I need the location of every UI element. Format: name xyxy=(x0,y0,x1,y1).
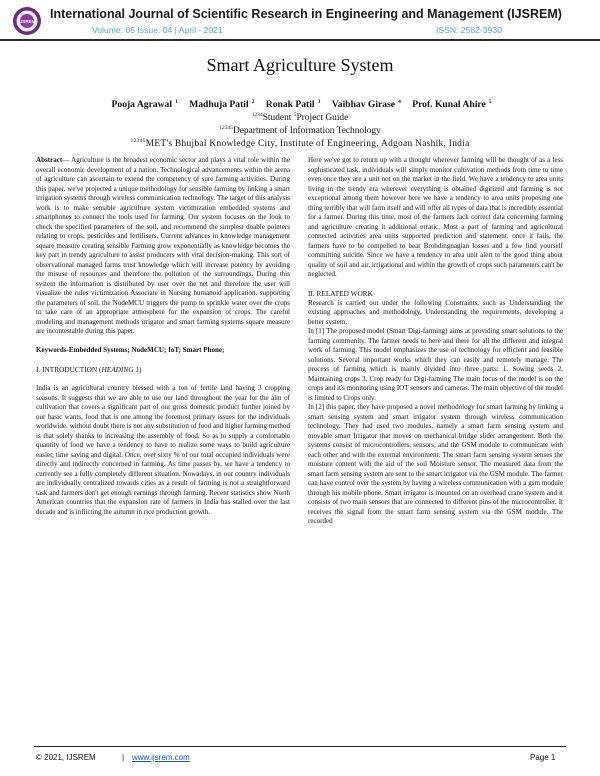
affiliation-department: $^{12345}$Department of Information Technology xyxy=(219,124,381,136)
author-list xyxy=(0,99,600,110)
journal-title: International Journal of Scientific Research in Engineering and Management (IJSREM) xyxy=(50,7,562,21)
volume-issue: Volume: 05 Issue: 04 | April - 2021 xyxy=(92,25,223,35)
left-column xyxy=(36,156,290,517)
right-column xyxy=(308,156,563,527)
intro-heading: I. INTRODUCTION (HEADING 1) xyxy=(36,365,142,374)
author: Pooja Agrawal $^1$ xyxy=(111,98,178,110)
affiliation-institute: $^{12345}$MET's Bhujbal Knowledge City, Institute of Engineering, Adgoan Nashik, India xyxy=(130,137,470,149)
logo-text: IJSREM xyxy=(18,19,36,24)
footer-rule xyxy=(34,746,566,747)
header-rule xyxy=(0,39,600,41)
paragraph: Here we've got to return up with a thought wherever farming will be thought of as a less sophisticated task. individuals will simply monitor cultivation methods from time to time even once they are a unit not on the market in the field. We have a tendency to area units living in the trendy era wherever everything is obtained digitized and farming is not exceptional among them however here we have a tendency to area units proposing one thing terribly that will farm itself and will offer all types of data that is incredibly essential for a farmer. During this time, most of the farmers lack correct data concerning farming and agriculture creating it additional erratic. Most a part of farming and agricultural connected activities area units supported prediction and statement. once it fails, the farmers have to be compelled to bear Brobdingnagian losses and a few find yourself committing suicide. Since we have a tendency to area unit alert to the good thing about quality of soil and air, irrigational and within the growth of crops such parameters can't be neglected. xyxy=(308,156,563,278)
affiliation-role: $^{1234}$Student $^5$Project Guide xyxy=(251,111,349,123)
keywords: Keywords-Embedded Systems; NodeMCU; IoT; Smart Phone; xyxy=(36,346,225,354)
paragraph: Research is carried out under the following Constraints, such as Understanding the existing approaches and methodology, Understanding the requirements, developing a better system. xyxy=(308,298,563,326)
related-work-heading: II. RELATED WORK xyxy=(308,289,373,298)
footer-separator: | xyxy=(122,753,125,762)
paragraph: In [1] The proposed model (Smart Digi-farming) aims at providing smart solutions to the farming community. The farmer needs to here and there for all the different and integral work of farming. This model emphasizes the use of technology for efficient and feasible solutions. Several important works which they can easily and remotely manage. The process of farming which is mainly divided into three parts: 1. Sowing seeds 2. Maintaining crops 3. Crop ready for Digi-farming The main focus of the model is on the crops and it's monitoring using IOT sensors and cameras. The main objective of the model is limited to Crops only. xyxy=(308,327,563,402)
page-number: Page 1 xyxy=(530,753,556,762)
paper-title: Smart Agriculture System xyxy=(206,55,394,75)
abstract: Abstract— Agriculture is the broadest economic sector and plays a vital role within the overall economic development of a nation. Technological advancements within the arena of agriculture can ascertain to extend the competency of sure farming activities. During this paper, we've projected a unique methodology for sensible farming by linking a smart irrigation systems through wireless communication technology. The target of this analysis work is to make sensible agriculture system victimization embedded systems and smartphones to connect the tools used for farming. Our system focuses on the look to check the specified parameters of the soil, and recommend the simplest doable pointers relating to crops, pesticides and fertilisers. Current advances in knowledge management square measure creating sensible Farming grow exponentially as knowledge becomes the key part in trendy agriculture to assist producers with vital decision-making. This sort of observational managed farms trust knowledge which will increase potency by avoiding the misuse of resources and therefore the pollution of the surroundings. During this system the information is distributed by user over the net and therefore the user will visualize the rules victimization Associate in Nursing humanoid application. supporting the parameters of soil, the NodeMCU triggers the pump to sprinkle water over the crops to take care of an appropriate atmosphere for the expansion of crops. The careful modeling and management methods irrigator and smart farming systems square measure are incontestable during this paper. xyxy=(36,156,290,335)
footer-url-link[interactable]: www.ijsrem.com xyxy=(132,753,190,762)
ijsrem-logo-icon xyxy=(12,6,42,36)
intro-paragraph: India is an agricultural country blessed with a ton of fertile land having 3 cropping seasons. It suggests that we are able to use our land throughout the year for the aim of cultivation that covers a significant part of our gross domestic product further joined by our basic wants, food that is one among the foremost primary issues for the individuals worldwide. without doubt there is not any substitution of food and higher farming method is that solely thanks to increasing the assembly of food. So as to supply a comfortable quantity of food we have a tendency to have to realize some ways to build agriculture easier, time saving and digital. Once, over sixty % of our total occupied individuals were directly and indirectly concerned in farming. As time passes by, we have a tendency to currently see a fully completely different situation. Nowadays, in our country individuals are individually centralized towards cities as a result of farming is not a straightforward task and farmers don't get enough earnings through farming. Recent statistics show North American countries that the expansion rate of farmers in India has stalled over the last decade and is inflicting the autumn in rice production growth. xyxy=(36,384,290,516)
author: Ronak Patil $^3$ xyxy=(265,98,321,110)
journal-header xyxy=(0,0,600,42)
issn: ISSN: 2582-3930 xyxy=(436,25,502,35)
author: Vaibhav Girase $^4$ xyxy=(331,98,401,110)
paragraph: In [2] this paper, they have proposed a novel methodology for smart farming by linking a smart sensing system and smart irrigator system through wireless communication technology. They had used two modules, namely a smart farm sensing system and movable smart Irrigator that moves on mechanical bridge slider arrangement. Both the systems consist of microcontrollers, sensors, and the GSM module to communicate with each other and with the external environment. The smart farm sensing system senses the moisture content with the aid of the soil Moisture sensor. The measured data from the smart farm sensing system are sent to the smart irrigator via the GSM module. The farmer can have control over the system by having a wireless communication with a gsm module through his mobile phone. Smart irrigator is mounted on an overhead crane system and it consists of two main sensors that are connected to different pins of the microcontroller. It receives the signal from the smart farm sensing system via the GSM module. The recorded xyxy=(308,403,563,525)
author: Madhuja Patil $^2$ xyxy=(189,98,255,110)
footer-copyright: © 2021, IJSREM xyxy=(36,753,96,762)
abstract-label: Abstract xyxy=(36,156,63,164)
author: Prof. Kunal Ahire $^5$ xyxy=(412,98,492,110)
